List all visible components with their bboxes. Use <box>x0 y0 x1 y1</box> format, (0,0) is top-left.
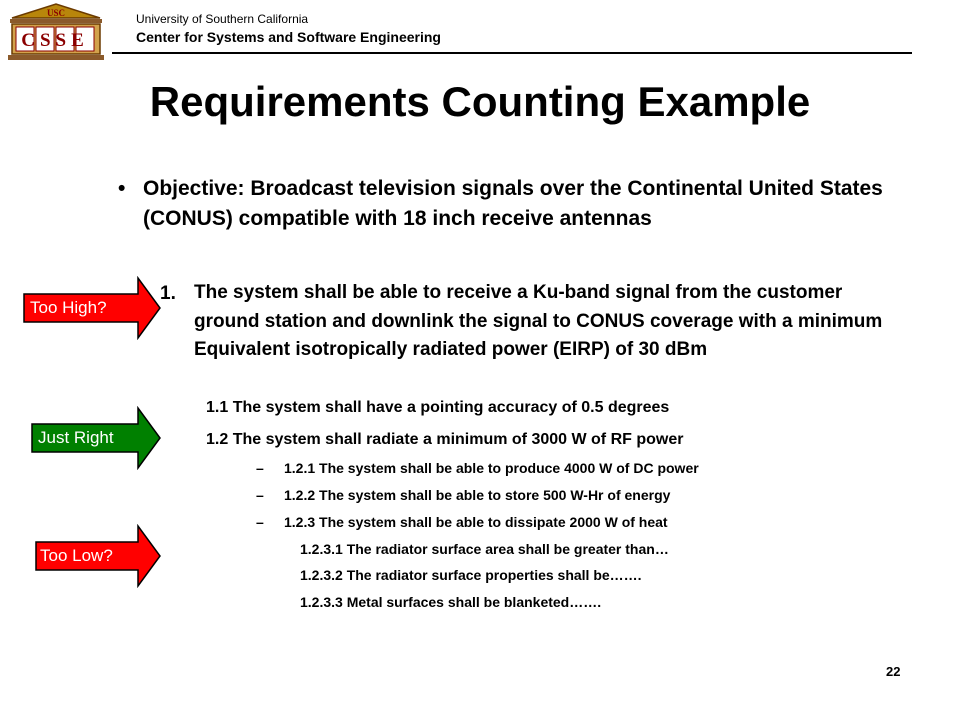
requirement-1-2-3-1: 1.2.3.1 The radiator surface area shall be greater than… <box>300 541 669 557</box>
requirement-1-2-1: 1.2.1 The system shall be able to produce 4000 W of DC power <box>284 460 699 476</box>
slide-title: Requirements Counting Example <box>149 78 811 125</box>
bullet-marker: • <box>118 177 126 200</box>
logo-top-text: USC <box>46 8 66 18</box>
logo-letters: CSSE <box>21 30 89 51</box>
requirement-1-2-3: 1.2.3 The system shall be able to dissipate 2000 W of heat <box>284 514 668 530</box>
requirement-1-2-3-2: 1.2.3.2 The radiator surface properties shall be……. <box>300 567 642 583</box>
requirement-1-2-1-row <box>256 460 699 476</box>
requirement-1-2: 1.2 The system shall radiate a minimum of 3000 W of RF power <box>206 431 684 448</box>
just-right-label: Just Right <box>38 428 114 447</box>
requirement-1-1: 1.1 The system shall have a pointing accuracy of 0.5 degrees <box>206 399 670 416</box>
dash-marker: – <box>256 514 264 530</box>
csse-logo <box>4 2 108 62</box>
header-divider <box>112 52 912 54</box>
too-high-label: Too High? <box>30 298 107 317</box>
requirement-1-2-2: 1.2.2 The system shall be able to store 500 W-Hr of energy <box>284 487 671 503</box>
requirement-1: The system shall be able to receive a Ku-band signal from the customer ground station and downlink the signal to CONUS coverage with a minimum Equivalent isotropically radiated power (EIRP) of 30 dBm <box>194 282 883 360</box>
too-high-arrow <box>22 276 162 340</box>
page-number: 22 <box>886 664 901 679</box>
dash-marker: – <box>256 460 264 476</box>
too-low-label: Too Low? <box>40 546 113 565</box>
university-name: University of Southern California <box>136 12 309 26</box>
just-right-arrow <box>22 406 162 470</box>
requirement-1-2-2-row <box>256 487 670 503</box>
dash-marker: – <box>256 487 264 503</box>
too-low-arrow <box>22 524 162 588</box>
objective-text: Objective: Broadcast television signals over the Continental United States (CONUS) compatible with 18 inch receive antennas <box>143 177 883 230</box>
center-name: Center for Systems and Software Engineering <box>136 29 441 45</box>
requirement-1-number: 1. <box>160 283 176 304</box>
requirement-1-2-3-3: 1.2.3.3 Metal surfaces shall be blanketed……. <box>300 594 602 610</box>
requirement-1-2-3-row <box>256 514 668 530</box>
